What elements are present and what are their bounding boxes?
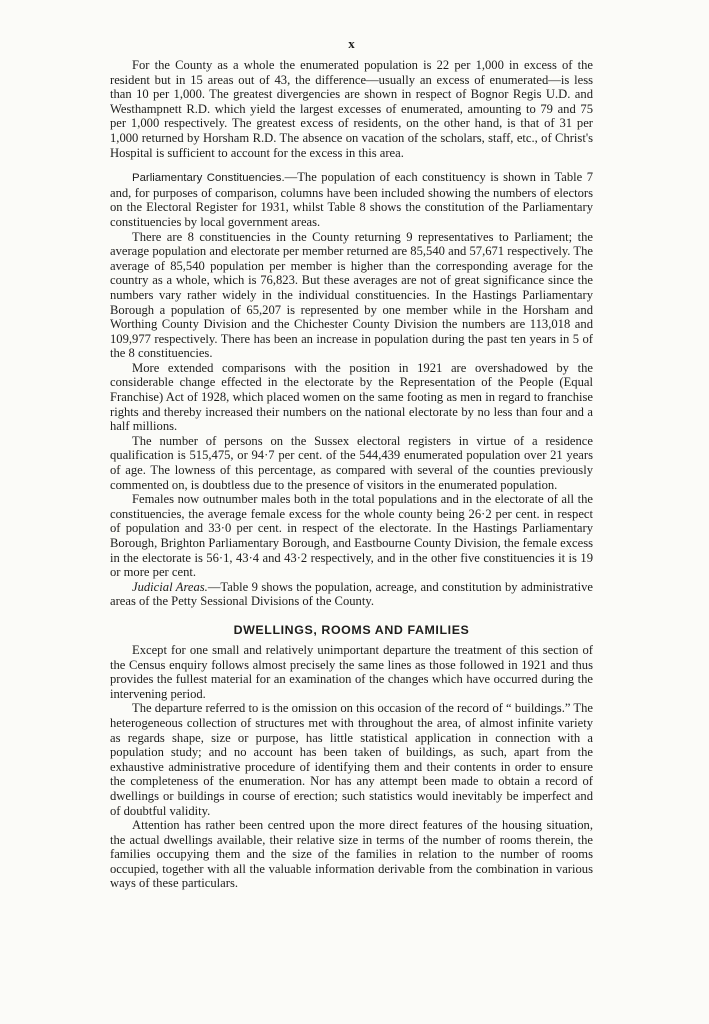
paragraph-dwellings-intro: Except for one small and relatively unimportant departure the treatment of this section of the Census enquiry follows almost precisely the same lines as those followed in 1921 and thus provides the fullest material for an examination of the changes which have occurred during the intervening period. [110,642,593,701]
paragraph-electoral-registers: The number of persons on the Sussex electoral registers in virtue of a residence qualification is 515,475, or 94·7 per cent. of the 544,439 enumerated population over 21 years of age. The lowness of this percentage, as compared with several of the counties previously commented on, is doubtless due to the presence of visitors in the enumerated population. [110,433,593,492]
heading-parliamentary-constituencies: Parliamentary Constituencies. [132,172,285,185]
heading-judicial-areas: Judicial Areas. [132,579,208,594]
paragraph-female-excess: Females now outnumber males both in the total populations and in the electorate of all the constituencies, the average female excess for the whole county being 26·2 per cent. in respect of population and 33·0 per cent. in respect of the electorate. In the Hastings Parliamentary Borough, Brighton Parliamentary Borough, and Eastbourne County Division, the female excess in the electorate is 56·1, 43·4 and 43·2 respectively, and in the other five constituencies it is 19 or more per cent. [110,492,593,580]
parliamentary-intro-text: —The population of each constituency is shown in Table 7 and, for purposes of comparison, columns have been included showing the numbers of electors on the Electoral Register for 1931, whilst Table 8 shows the constitution of the Parliamentary constituencies by local government areas. [110,170,594,229]
paragraph-county-enumerated: For the County as a whole the enumerated population is 22 per 1,000 in excess of the resident but in 15 areas out of 43, the difference—usually an excess of enumerated—is less than 10 per 1,000. The greatest divergencies are shown in respect of Bognor Regis U.D. and Westhampnett R.D. which yield the largest excesses of enumerated, amounting to 79 and 75 per 1,000 respectively. The greatest excess of residents, on the other hand, is that of 31 per 1,000 returned by Horsham R.D. The absence on vacation of the scholars, staff, etc., of Christ's Hospital is sufficient to account for the excess in this area. [110,58,593,160]
paragraph-franchise-act: More extended comparisons with the position in 1921 are overshadowed by the considerable change effected in the electorate by the Representation of the People (Equal Franchise) Act of 1928, which placed women on the same footing as men in regard to franchise rights and thereby increased their numbers on the national electorate by no less than four and a half millions. [110,360,593,434]
paragraph-housing-features: Attention has rather been centred upon the more direct features of the housing situation, the actual dwellings available, their relative size in terms of the number of rooms therein, the families occupying them and the size of the families in relation to the number of rooms occupied, together with all the valuable information derivable from the combination in various ways of these particulars. [110,818,593,891]
paragraph-constituency-averages: There are 8 constituencies in the County returning 9 representatives to Parliament; the average population and electorate per member returned are 85,540 and 57,671 respectively. The average of 85,540 population per member is higher than the corresponding average for the country as a whole, which is 76,823. But these averages are not of great significance since the numbers vary rather widely in the individual constituencies. In the Hastings Parliamentary Borough a population of 65,207 is represented by one member while in the Horsham and Worthing County Division and the Chichester County Division the numbers are 113,018 and 109,977 respectively. There has been an increase in population during the past ten years in 5 of the 8 constituencies. [110,229,593,361]
section-heading-dwellings: DWELLINGS, ROOMS AND FAMILIES [233,622,470,637]
paragraph-buildings-omission: The departure referred to is the omission on this occasion of the record of “ buildings.” The heterogeneous collection of structures met with throughout the area, of almost infinite variety as regards shape, size or purpose, has little statistical application in connection with a population study; and no account has been taken of buildings, as such, apart from the exhaustive administrative procedure of identifying them and their contents in order to ensure the completeness of the enumeration. Nor has any attempt been made to obtain a record of dwellings or buildings in course of erection; such statistics would inevitably be imperfect and of doubtful validity. [110,701,593,818]
paragraph-parliamentary-intro [110,170,593,229]
paragraph-judicial-areas [110,580,593,609]
judicial-areas-text: —Table 9 shows the population, acreage, and constitution by administrative areas of the Petty Sessional Divisions of the County. [110,579,593,609]
page-number: x [348,36,355,51]
